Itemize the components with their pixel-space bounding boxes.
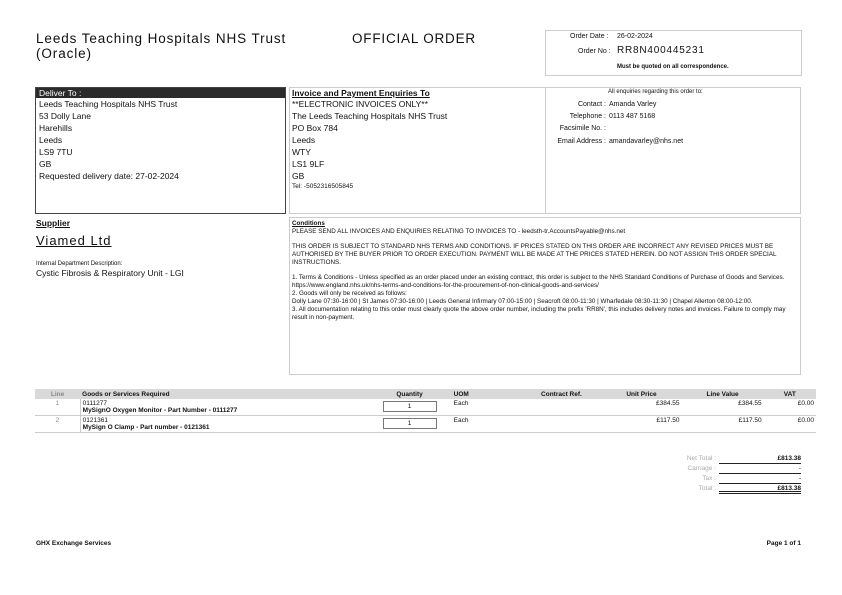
invoice-line: **ELECTRONIC INVOICES ONLY**: [292, 99, 428, 109]
quantity-value: 1: [383, 418, 437, 429]
tax-value: -: [719, 474, 801, 484]
conditions-box: [289, 217, 801, 375]
header-unit-price: Unit Price: [601, 389, 681, 399]
telephone-label: Telephone :: [569, 113, 606, 120]
grand-total-value: £813.38: [719, 484, 801, 494]
conditions-terms: THIS ORDER IS SUBJECT TO STANDARD NHS TERMS AND CONDITIONS. IF PRICES STATED ON THIS ORDER ARE INCORRECT ANY REVISED PRICES MUST BE AUTHORISED BY THE BUYER PRIOR TO ORDER EXECUTION. PAYMENT WILL BE MADE AT THE PRICES STATED HEREIN. DO NOT ASSIGN THIS ORDER SPECIAL INSTRUCTIONS.: [292, 243, 777, 266]
deliver-line: LS9 7TU: [39, 147, 73, 157]
organisation-title: Leeds Teaching Hospitals NHS Trust (Oracle): [36, 31, 287, 61]
contract-ref: [521, 416, 601, 433]
order-no-label: Order No :: [578, 48, 611, 55]
item-code: 0111277: [82, 400, 107, 407]
carriage-row: [660, 464, 801, 474]
invoice-line: The Leeds Teaching Hospitals NHS Trust: [292, 111, 448, 121]
order-date: 26-02-2024: [617, 33, 653, 40]
contact-name: Amanda Varley: [609, 101, 657, 108]
table-row: [35, 399, 816, 416]
vat-value: £0.00: [764, 416, 816, 433]
net-total-value: £813.38: [719, 454, 801, 464]
invoice-line: LS1 9LF: [292, 159, 325, 169]
table-row: [35, 416, 816, 433]
carriage-value: -: [719, 464, 801, 474]
header-uom: UOM: [452, 389, 522, 399]
deliver-line: Harehills: [39, 123, 73, 133]
grand-total-label: Total :: [698, 485, 716, 492]
deliver-to-heading: Deliver To :: [36, 88, 285, 98]
conditions-clause-3: 3. All documentation relating to this order must clearly quote the above order number, including the prefix 'RR8N', this includes delivery notes and invoices. Failure to comply may result in non-payment.: [292, 306, 786, 321]
supplier-heading: Supplier: [36, 218, 71, 228]
department-value: Cystic Fibrosis & Respiratory Unit - LGI: [36, 268, 184, 278]
order-date-label: Order Date :: [570, 33, 609, 40]
invoice-line: Leeds: [292, 135, 316, 145]
fax-label: Facsimile No. :: [559, 125, 606, 132]
item-description: MySignO Oxygen Monitor - Part Number - 0111277: [82, 407, 238, 414]
goods-cell: [80, 416, 367, 433]
email-label: Email Address :: [557, 138, 606, 145]
order-info-box: [545, 30, 802, 76]
invoice-line: GB: [292, 171, 305, 181]
line-value: £384.55: [682, 399, 764, 416]
deliver-line: GB: [39, 159, 52, 169]
document-title: OFFICIAL ORDER: [352, 31, 476, 46]
item-code: 0121361: [82, 417, 108, 424]
table-header-row: [35, 389, 816, 399]
unit-price: £117.50: [601, 416, 681, 433]
totals-block: [660, 454, 801, 494]
net-total-label: Net Total :: [686, 455, 716, 462]
carriage-label: Carriage :: [687, 465, 716, 472]
order-lines-table: [35, 389, 816, 433]
invoice-line: PO Box 784: [292, 123, 338, 133]
email-value: amandavarley@nhs.net: [609, 138, 684, 145]
order-number: RR8N400445231: [617, 45, 705, 56]
uom-value: Each: [452, 399, 522, 416]
uom-value: Each: [452, 416, 522, 433]
conditions-clause-1: 1. Terms & Conditions - Unless specified as an order placed under an existing contract, this order is subject to the NHS Standard Conditions of Purchase of Goods and Services.: [292, 274, 785, 281]
tax-row: [660, 474, 801, 484]
invoice-tel: Tel: -5052316505845: [292, 183, 354, 190]
department-label: Internal Department Description:: [36, 261, 123, 267]
vat-value: £0.00: [764, 399, 816, 416]
supplier-name: Viamed Ltd: [36, 233, 112, 248]
quantity-cell: [368, 416, 452, 433]
footer-page-number: Page 1 of 1: [766, 540, 801, 547]
tax-label: Tax :: [702, 475, 716, 482]
unit-price: £384.55: [601, 399, 681, 416]
invoice-line: WTY: [292, 147, 311, 157]
order-note: Must be quoted on all correspondence.: [617, 64, 729, 70]
header-vat: VAT: [764, 389, 816, 399]
header-goods: Goods or Services Required: [80, 389, 367, 399]
contact-label: Contact :: [577, 101, 606, 108]
requested-delivery-date: Requested delivery date: 27-02-2024: [39, 171, 179, 181]
header-line-value: Line Value: [682, 389, 764, 399]
contact-box: [545, 87, 801, 214]
invoice-box: [289, 87, 546, 214]
line-number: 1: [35, 399, 80, 416]
line-number: 2: [35, 416, 80, 433]
quantity-cell: [368, 399, 452, 416]
net-total-row: [660, 454, 801, 464]
conditions-clause-2: 2. Goods will only be received as follows:: [292, 290, 407, 297]
deliver-line: 53 Dolly Lane: [39, 111, 91, 121]
conditions-link: https://www.england.nhs.uk/nhs-terms-and-conditions-for-the-procurement-of-non-clinical-goods-and-services/: [292, 282, 599, 289]
line-value: £117.50: [682, 416, 764, 433]
conditions-invoices: PLEASE SEND ALL INVOICES AND ENQUIRIES RELATING TO INVOICES TO - leedsth-tr.AccountsPayable@nhs.net: [292, 228, 626, 235]
enquiries-heading: All enquiries regarding this order to:: [608, 89, 703, 95]
deliver-line: Leeds: [39, 135, 63, 145]
footer-left: GHX Exchange Services: [36, 540, 112, 547]
quantity-value: 1: [383, 401, 437, 412]
telephone-value: 0113 487 5168: [609, 113, 656, 120]
header-line: Line: [35, 389, 80, 399]
conditions-heading: Conditions: [292, 220, 325, 227]
header-contract: Contract Ref.: [521, 389, 601, 399]
grand-total-row: [660, 484, 801, 494]
goods-cell: [80, 399, 367, 416]
contract-ref: [521, 399, 601, 416]
item-description: MySign O Clamp - Part number - 0121361: [82, 424, 210, 431]
deliver-to-box: [35, 87, 286, 214]
invoice-heading: Invoice and Payment Enquiries To: [292, 88, 430, 98]
header-quantity: Quantity: [368, 389, 452, 399]
conditions-delivery-times: Dolly Lane 07:30-16:00 | St James 07:30-16:00 | Leeds General Infirmary 07:00-15:00 | Seacroft 08:00-11:30 | Wharfedale 08:30-11:30 | Chapel Allerton 08:00-12:00.: [292, 298, 753, 305]
deliver-line: Leeds Teaching Hospitals NHS Trust: [39, 99, 178, 109]
